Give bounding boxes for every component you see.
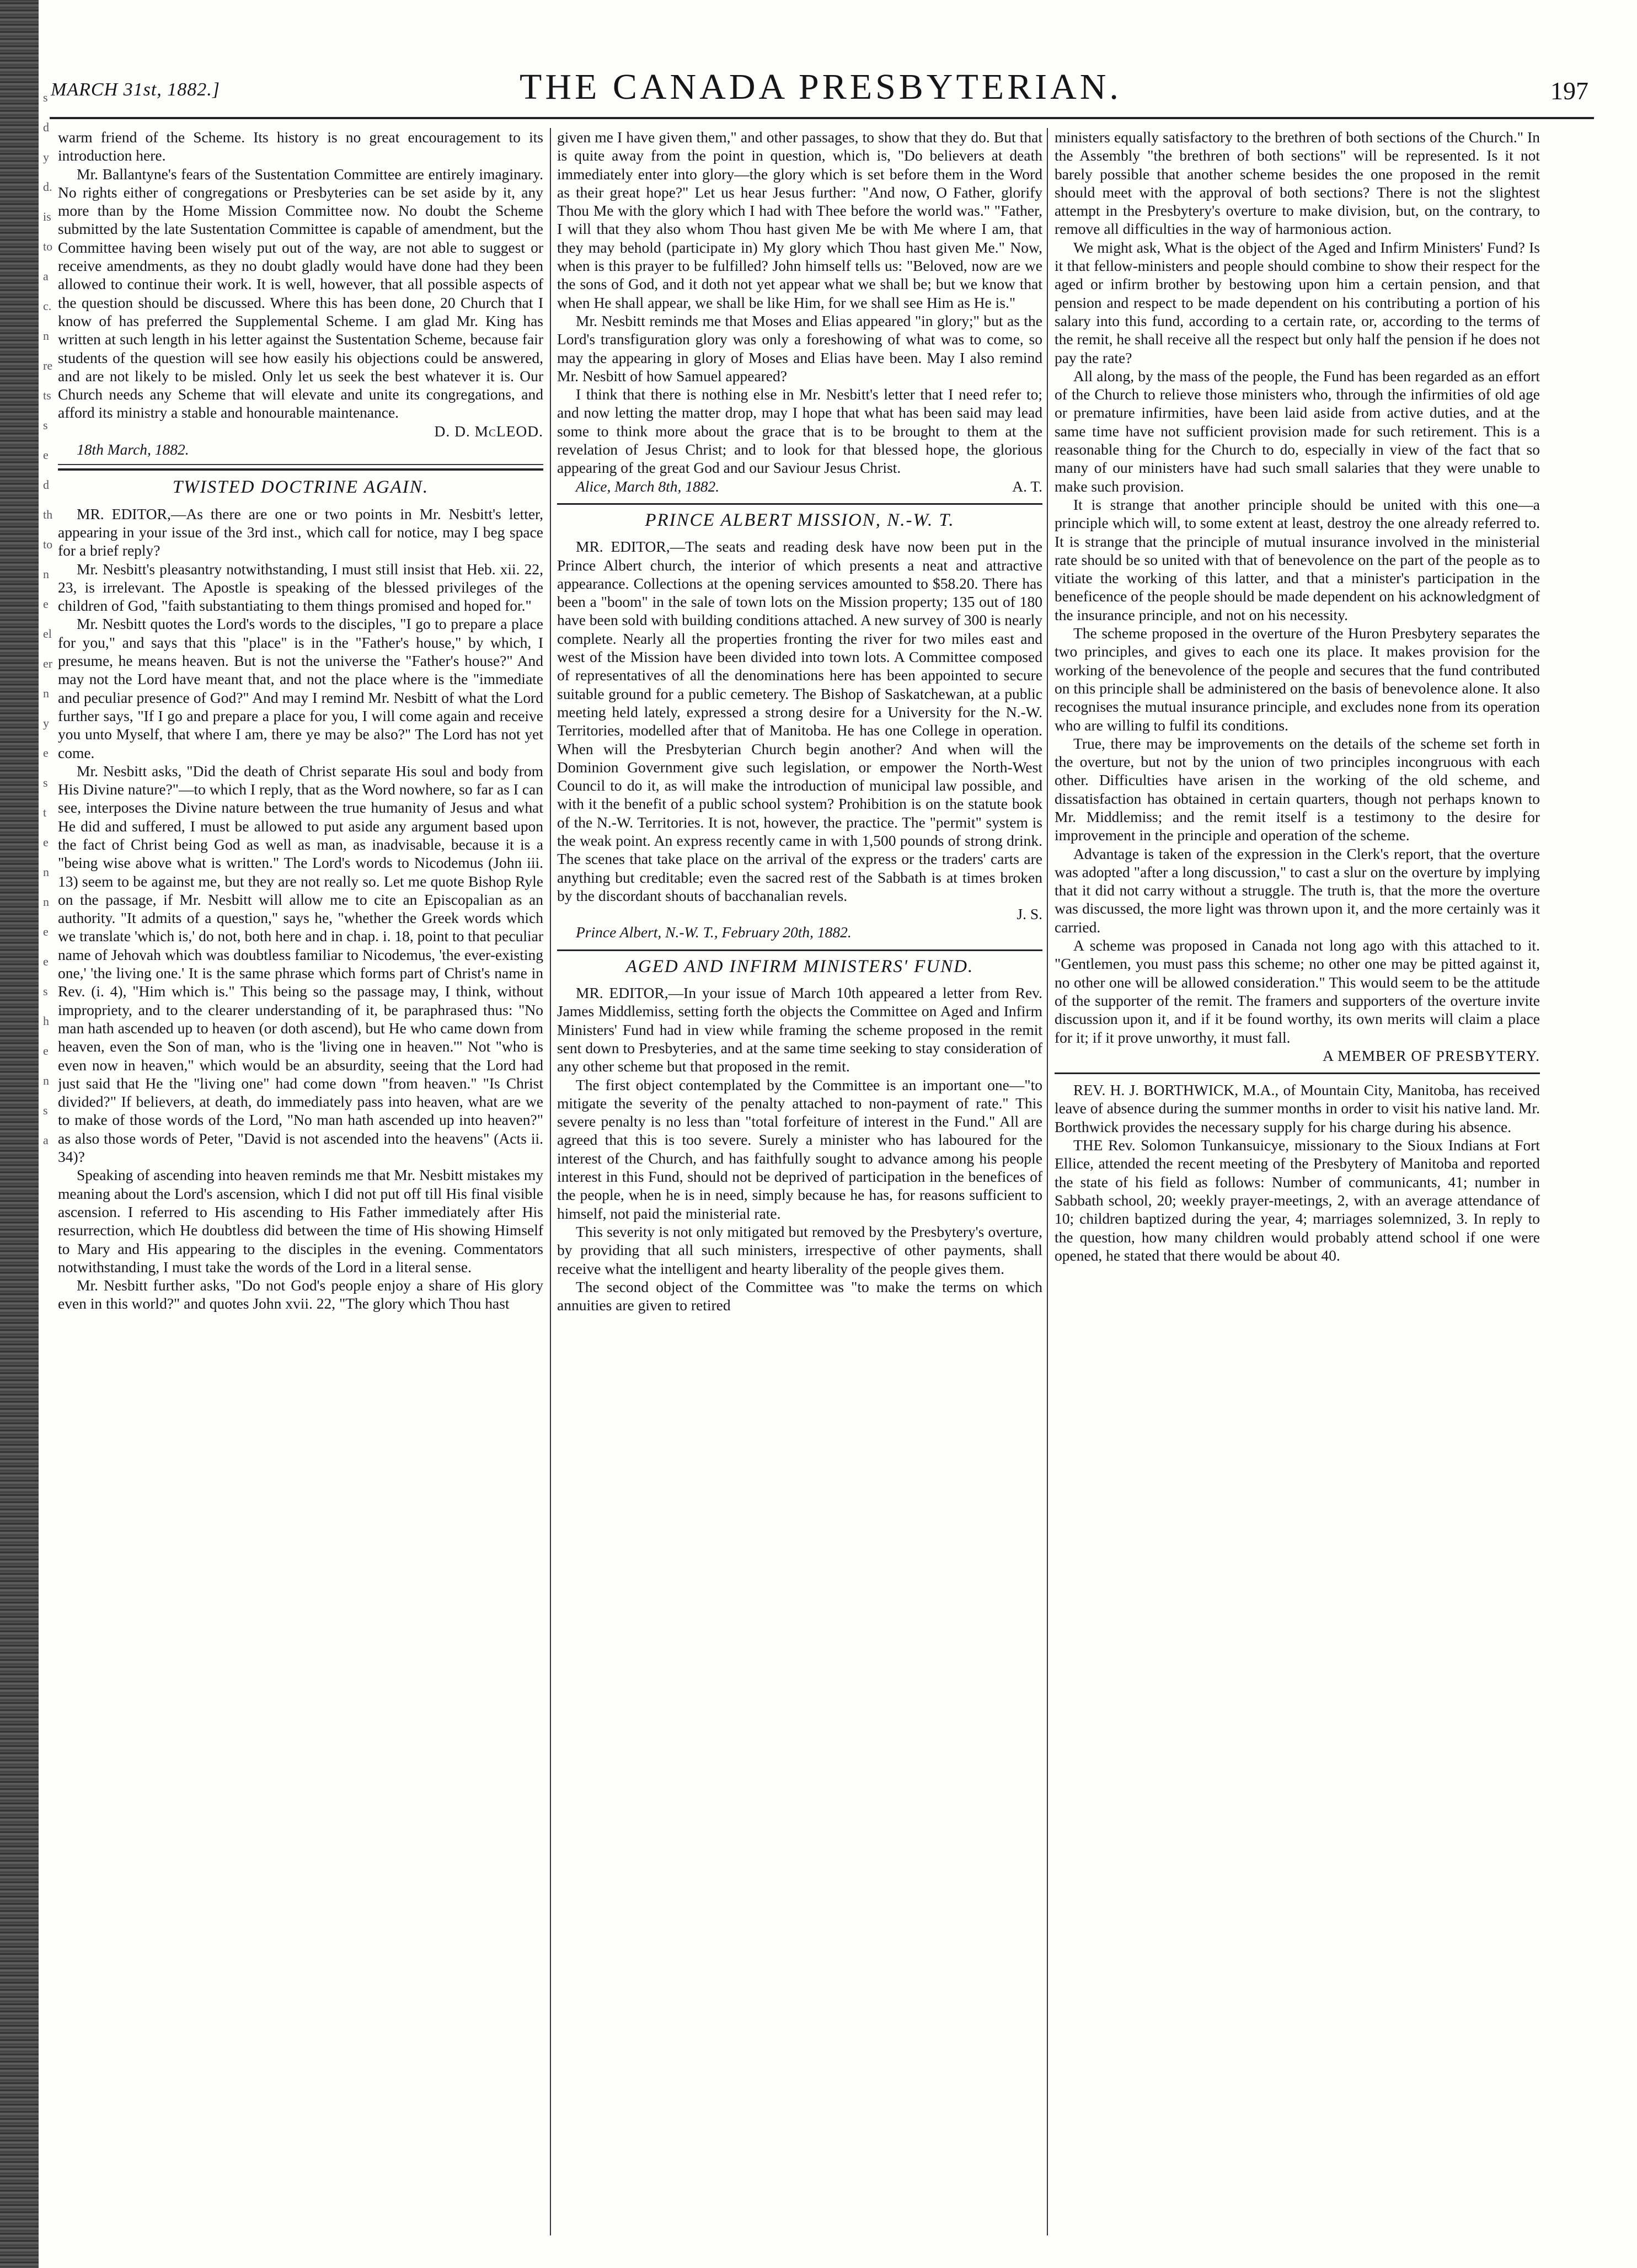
article-paragraph: given me I have given them," and other passages, to show that they do. But that is quite away from the point in question, which is, "Do believers at death immediately enter into glory—the glory which is set before them in the Word as their great hope?" Let us hear Jesus further: "And now, O Father, glorify Thou Me with the glory which I had with Thee before the world was." "Father, I will that they also whom Thou hast given Me be with Me where I am, that they may behold (participate in) My glory which Thou hast given Me." Now, when is this prayer to be fulfilled? John himself tells us: "Beloved, now are we the sons of God, and it doth not yet appear what we shall be; but we know that when He shall appear, we shall be like Him, for we shall see Him as He is." bbox=[557, 129, 1042, 311]
gutter-mark: e bbox=[43, 448, 49, 462]
article-paragraph: warm friend of the Scheme. Its history is no great encouragement to its introduction here. bbox=[58, 129, 543, 164]
gutter-mark: is bbox=[43, 210, 51, 223]
gutter-mark: e bbox=[43, 597, 49, 611]
gutter-mark: s bbox=[43, 776, 48, 789]
signature-initials: J. S. bbox=[1017, 905, 1042, 923]
masthead-rule bbox=[50, 117, 1594, 119]
gutter-mark: re bbox=[43, 359, 53, 372]
gutter-mark: e bbox=[43, 925, 49, 938]
gutter-mark: d. bbox=[43, 180, 52, 194]
column-divider bbox=[1047, 128, 1048, 2235]
gutter-mark: y bbox=[43, 716, 49, 730]
gutter-mark: n bbox=[43, 567, 49, 581]
gutter-mark: n bbox=[43, 329, 49, 343]
column-3 bbox=[1055, 128, 1540, 2246]
article-paragraph: This severity is not only mitigated but removed by the Presbytery's overture, by providing that all such ministers, irrespective of other payments, shall receive what the intelligent and hearty liberality of the people gives them. bbox=[557, 1223, 1042, 1277]
gutter-mark: n bbox=[43, 686, 49, 700]
article-paragraph: It is strange that another principle should be united with this one—a principle which will, to some extent at least, destroy the one already referred to. It is strange that the principle of mutual insurance involved in the ministerial rate should be so united with that of benevolence on the part of the people as to vitiate the working of this latter, and that a minister's participation in the beneficence of the people should be made dependent on his acknowledgment of the insurance principle, and not on his necessity. bbox=[1055, 495, 1540, 623]
article-paragraph: Mr. Nesbitt asks, "Did the death of Christ separate His soul and body from His Divine nature?"—to which I reply, that as the Word nowhere, so far as I can see, interposes the Divine nature between the true humanity of Jesus and what He did and suffered, I must be allowed to put aside any argument based upon the fact of Christ being God as well as man, as inadvisable, because it is a "being wise above what is written." The Lord's words to Nicodemus (John iii. 13) seem to be against me, but they are not really so. Let me quote Bishop Ryle on the passage, if Mr. Nesbitt will allow me to cite an Episcopalian as an authority. "It admits of a question," says he, "whether the Greek words which we translate 'which is,' do not, both here and in chap. i. 18, point to that peculiar name of Jehovah which was doubtless familiar to Nicodemus, 'the ever-existing one,' 'the living one.' It is the same phrase which forms part of Christ's name in Rev. (i. 4), "Him which is." This being so the passage may, I think, without impropriety, and to the clearer understanding of it, be paraphrased thus: "No man hath ascended up to heaven (or doth ascend), but He who came down from heaven, even the Son of man, who is the 'living one in heaven.'" Not "who is even now in heaven," which would be an absurdity, seeing that the Lord had just said that He the "living one" had come down "from heaven." "Is Christ divided?" If believers, at death, do immediately pass into heaven, what are we to make of those words of the Lord, "No man hath ascended up into heaven?" as also those words of Peter, "David is not ascended into the heavens" (Acts ii. 34)? bbox=[58, 762, 543, 1166]
dateline-text: Alice, March 8th, 1882. bbox=[576, 477, 720, 495]
dateline bbox=[557, 477, 1042, 495]
gutter-mark: ts bbox=[43, 388, 51, 402]
newspaper-title: THE CANADA PRESBYTERIAN. bbox=[520, 67, 1122, 107]
article-paragraph: MR. EDITOR,—The seats and reading desk have now been put in the Prince Albert church, the interior of which presents a neat and attractive appearance. Collections at the opening services amounted to $58.20. There has been a "boom" in the sale of town lots on the Mission property; 135 out of 180 have been sold with building conditions attached. A new survey of 300 is nearly complete. Nearly all the properties fronting the river for two miles east and west of the Mission have been divided into town lots. A Committee composed of representatives of all the denominations here has been appointed to secure suitable ground for a public cemetery. The Bishop of Saskatchewan, at a public meeting held lately, expressed a strong desire for a University for the N.-W. Territories, modelled after that of Manitoba. He has one College in operation. When will the Presbyterian Church begin another? And when will the Dominion Government give such legislation, or empower the North-West Council to do it, as will make the introduction of municipal law possible, and with it the benefit of a public school system? Prohibition is on the statute book of the N.-W. Territories. It is not, however, the practice. The "permit" system is the weak point. An express recently came in with 1,500 pounds of strong drink. The scenes that take place on the arrival of the express or the traders' carts are anything but creditable; even the sacred rest of the Sabbath is at times broken by the discordant shouts of bacchanalian revels. bbox=[557, 538, 1042, 904]
gutter-mark: s bbox=[43, 984, 48, 998]
gutter-mark: th bbox=[43, 508, 53, 521]
article-paragraph: MR. EDITOR,—In your issue of March 10th appeared a letter from Rev. James Middlemiss, setting forth the objects the Committee on Aged and Infirm Ministers' Fund had in view while framing the scheme proposed in the remit sent down to Presbyteries, and at the same time seeking to stay consideration of any other scheme but that proposed in the remit. bbox=[557, 984, 1042, 1075]
gutter-mark: to bbox=[43, 239, 53, 253]
issue-date: MARCH 31st, 1882.] bbox=[51, 79, 220, 100]
article-paragraph: I think that there is nothing else in Mr. Nesbitt's letter that I need refer to; and now letting the matter drop, may I hope that what has been said may lead some to think more about the grace that is to be brought to them at the revelation of Jesus Christ; and to look for that blessed hope, the glorious appearing of the great God and our Saviour Jesus Christ. bbox=[557, 386, 1042, 477]
article-heading: AGED AND INFIRM MINISTERS' FUND. bbox=[625, 956, 974, 976]
gutter-mark: d bbox=[43, 120, 49, 134]
article-paragraph: Mr. Nesbitt reminds me that Moses and Elias appeared "in glory;" but as the Lord's transfiguration glory was only a foreshowing of what was to come, so may the appearing in glory of Moses and Elias have been. May I also remind Mr. Nesbitt of how Samuel appeared? bbox=[557, 312, 1042, 385]
gutter-mark: a bbox=[43, 269, 49, 283]
article-paragraph: Advantage is taken of the expression in the Clerk's report, that the overture was adopted "after a long discussion," to cast a slur on the overture by implying that it did not carry without a struggle. The truth is, that the more the overture was discussed, the more light was thrown upon it, and the more certainly was it carried. bbox=[1055, 845, 1540, 936]
article-paragraph: All along, by the mass of the people, the Fund has been regarded as an effort of the Church to relieve those ministers who, through the infirmities of old age or premature infirmities, have been laid aside from active duties, and at the same time have not sufficient provision made for such retirement. This is a reasonable thing for the Church to do, especially in view of the fact that so many of our ministers have had such small salaries that they were unable to make such provision. bbox=[1055, 367, 1540, 495]
article-paragraph: Mr. Nesbitt's pleasantry notwithstanding, I must still insist that Heb. xii. 22, 23, is irrelevant. The Apostle is speaking of the blessed privileges of the children of God, "faith substantiating to them things promised and hoped for." bbox=[58, 560, 543, 615]
binding-gutter bbox=[0, 0, 39, 2268]
gutter-mark: y bbox=[43, 150, 49, 164]
article-paragraph: The scheme proposed in the overture of the Huron Presbytery separates the two principles, and gives to each one its place. It makes provision for the working of the benevolence of the people and secures that the fund contributed on this principle shall be administered on the basis of benevolence alone. It also recognises the mutual insurance principle, and excludes none from its operation who are willing to fulfil its conditions. bbox=[1055, 625, 1540, 734]
gutter-mark: to bbox=[43, 537, 53, 551]
gutter-mark: s bbox=[43, 90, 48, 104]
article-paragraph: The first object contemplated by the Committee is an important one—"to mitigate the severity of the penalty attached to non-payment of rate." This severe penalty is no less than "total forfeiture of interest in the Fund." All are agreed that this is too severe. Surely a minister who has laboured for the interest of the Church, and has faithfully sought to advance among his people interest in this Fund, should not be deprived of participation in the benefices of the people, when he is in need, simply because he has, for reasons sufficient to himself, not paid the ministerial rate. bbox=[557, 1076, 1042, 1222]
column-2 bbox=[557, 128, 1042, 2246]
gutter-mark: e bbox=[43, 746, 49, 760]
gutter-mark: d bbox=[43, 478, 49, 492]
page-number: 197 bbox=[1550, 77, 1588, 105]
gutter-mark: e bbox=[43, 835, 49, 849]
dateline: 18th March, 1882. bbox=[77, 441, 189, 458]
article-paragraph: Mr. Ballantyne's fears of the Sustentation Committee are entirely imaginary. No rights either of congregations or Presbyteries can be set aside by it, any more than by the Home Mission Committee now. No doubt the Scheme submitted by the late Sustentation Committee is capable of amendment, but the Committee having been wisely put out of the way, are not able to suggest or receive amendments, as they no doubt gladly would have done had they been allowed to continue their work. It is well, however, that all possible aspects of the question should be discussed. Where this has been done, 20 Church that I know of has preferred the Supplemental Scheme. I am glad Mr. King has written at such length in his letter against the Sustentation Scheme, because fair students of the question will see how easily his objections could be answered, and are not likely to be misled. Only let us seek the best whatever it is. Our Church needs any Scheme that will elevate and unite its congregations, and afford its ministry a stable and honourable maintenance. bbox=[58, 165, 543, 421]
gutter-mark: n bbox=[43, 1074, 49, 1087]
signature-name: A MEMBER OF PRESBYTERY. bbox=[1323, 1047, 1540, 1064]
gutter-mark: n bbox=[43, 895, 49, 909]
column-1 bbox=[58, 128, 543, 2246]
section-rule bbox=[58, 468, 543, 471]
section-rule bbox=[557, 503, 1042, 505]
article-paragraph: MR. EDITOR,—As there are one or two points in Mr. Nesbitt's letter, appearing in your issue of the 3rd inst., which call for notice, may I beg space for a brief reply? bbox=[58, 505, 543, 559]
masthead bbox=[49, 61, 1593, 110]
article-heading: PRINCE ALBERT MISSION, N.-W. T. bbox=[645, 510, 955, 530]
article-paragraph: The second object of the Committee was "to make the terms on which annuities are given to retired bbox=[557, 1278, 1042, 1314]
news-item: REV. H. J. BORTHWICK, M.A., of Mountain City, Manitoba, has received leave of absence during the summer months in order to visit his native land. Mr. Borthwick provides the necessary supply for his charge during his absence. bbox=[1055, 1081, 1540, 1135]
gutter-mark: el bbox=[43, 627, 52, 641]
section-rule bbox=[58, 464, 543, 465]
article-paragraph: True, there may be improvements on the details of the scheme set forth in the overture, but not by the union of two principles incongruous with each other. Difficulties have arisen in the working of the old scheme, and dissatisfaction has obtained in certain quarters, though not perhaps known to Mr. Middlemiss; and the remit itself is a testimony to the desire for improvement in the principle and operation of the scheme. bbox=[1055, 734, 1540, 844]
section-rule bbox=[557, 949, 1042, 951]
gutter-mark: er bbox=[43, 657, 53, 670]
gutter-mark: e bbox=[43, 1044, 49, 1058]
gutter-mark: c. bbox=[43, 299, 52, 313]
signature-initials: A. T. bbox=[1012, 477, 1042, 495]
section-rule bbox=[1055, 1072, 1540, 1074]
article-paragraph: ministers equally satisfactory to the brethren of both sections of the Church." In the Assembly "the brethren of both sections" will be represented. Is it not barely possible that another scheme besides the one proposed in the remit should meet with the approval of both sections? There is not the slightest attempt in the Presbytery's overture to make division, but, on the contrary, to remove all difficulties in the way of harmonious action. bbox=[1055, 129, 1540, 238]
gutter-mark: e bbox=[43, 954, 49, 968]
gutter-mark: h bbox=[43, 1014, 49, 1028]
article-heading: TWISTED DOCTRINE AGAIN. bbox=[172, 477, 429, 498]
column-divider bbox=[550, 128, 551, 2235]
gutter-mark: a bbox=[43, 1133, 49, 1147]
article-paragraph: We might ask, What is the object of the Aged and Infirm Ministers' Fund? Is it that fellow-ministers and people should combine to show their respect for the aged or infirm brother by bestowing upon him a certain pension, and that pension and respect to be made dependent on his contributing a portion of his salary into this fund, according to a certain rate, or, according to the terms of the remit, he shall receive all the respect but only half the pension if he does not pay the rate? bbox=[1055, 238, 1540, 366]
article-paragraph: Mr. Nesbitt quotes the Lord's words to the disciples, "I go to prepare a place for you," and says that this "place" is in the "Father's house," by which, I presume, he means heaven. But is not the universe the "Father's house?" And may not the Lord have meant that, and not the place where is the "immediate and peculiar presence of God?" And may I remind Mr. Nesbitt of what the Lord further says, "If I go and prepare a place for you, I will come again and receive you unto Myself, that where I am, there ye may be also?" The Lord has not yet come. bbox=[58, 615, 543, 761]
article-paragraph: Speaking of ascending into heaven reminds me that Mr. Nesbitt mistakes my meaning about the Lord's ascension, which I did not put off till His final visible ascension. I referred to His ascending to His Father immediately after His resurrection, which He doubtless did between the time of His showing Himself to Mary and His appearing to the disciples in the evening. Commentators notwithstanding, I must take the words of the Lord in a literal sense. bbox=[58, 1166, 543, 1276]
signature bbox=[1055, 1047, 1540, 1065]
gutter-mark: s bbox=[43, 1103, 48, 1117]
gutter-mark: s bbox=[43, 418, 48, 432]
article-paragraph: Mr. Nesbitt further asks, "Do not God's people enjoy a share of His glory even in this world?" and quotes John xvii. 22, "The glory which Thou hast bbox=[58, 1277, 543, 1312]
signature bbox=[58, 422, 543, 440]
article-paragraph: A scheme was proposed in Canada not long ago with this attached to it. "Gentlemen, you must pass this scheme; no other one may be pitted against it, no other one will be allowed consideration." This would seem to be the attitude of the supporter of the remit. The framers and supporters of the overture invite discussion upon it, and if it be found worthy, its own merits will claim a place for it; if it prove unworthy, it must fall. bbox=[1055, 937, 1540, 1046]
gutter-mark: t bbox=[43, 805, 47, 819]
signature-name: D. D. McLEOD. bbox=[434, 422, 543, 440]
news-item: THE Rev. Solomon Tunkansuicye, missionary to the Sioux Indians at Fort Ellice, attended the recent meeting of the Presbytery of Manitoba and reported the state of his field as follows: Number of communicants, 41; number in Sabbath school, 20; weekly prayer-meetings, 2, with an average attendance of 10; children baptized during the year, 4; marriages solemnized, 3. In reply to the question, how many children would probably attend school if one were opened, he stated that there would be about 40. bbox=[1055, 1136, 1540, 1264]
dateline: Prince Albert, N.-W. T., February 20th, 1882. bbox=[576, 924, 852, 941]
gutter-mark: n bbox=[43, 865, 49, 879]
